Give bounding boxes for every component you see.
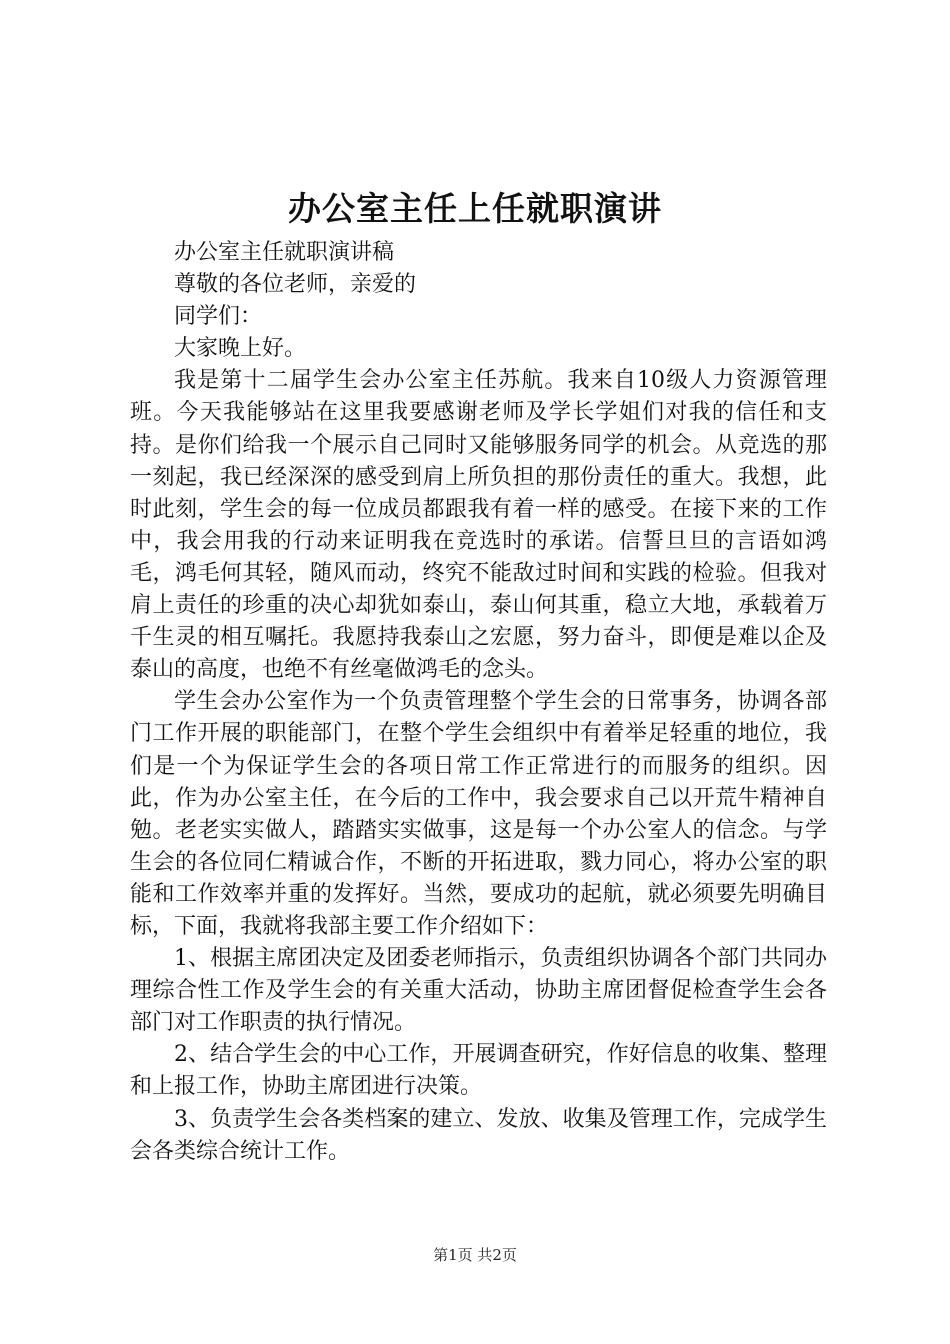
paragraph: 我是第十二届学生会办公室主任苏航。我来自10级人力资源管理班。今天我能够站在这里我要感谢老师及学长学姐们对我的信任和支持。是你们给我一个展示自己同时又能够服务同学的机会。从竞选的那一刻起，我已经深深的感受到肩上所负担的那份责任的重大。我想，此时此刻，学生会的每一位成员都跟我有着一样的感受。在接下来的工作中，我会用我的行动来证明我在竞选时的承诺。信誓旦旦的言语如鸿毛，鸿毛何其轻，随风而动，终究不能敌过时间和实践的检验。但我对肩上责任的珍重的决心却犹如泰山，泰山何其重，稳立大地，承载着万千生灵的相互嘱托。我愿持我泰山之宏愿，努力奋斗，即便是难以企及泰山的高度，也绝不有丝毫做鸿毛的念头。 [130,368,827,683]
document-title: 办公室主任上任就职演讲 [288,189,662,228]
document-body [130,237,827,1168]
paragraph: 尊敬的各位老师，亲爱的 [174,272,417,298]
page-footer: 第1页 共2页 [433,1246,517,1264]
paragraph: 大家晚上好。 [174,336,307,362]
paragraph: 2、结合学生会的中心工作，开展调查研究，作好信息的收集、整理和上报工作，协助主席团进行决策。 [130,1042,827,1100]
paragraph: 3、负责学生会各类档案的建立、发放、收集及管理工作，完成学生会各类综合统计工作。 [130,1106,827,1164]
paragraph: 1、根据主席团决定及团委老师指示，负责组织协调各个部门共同办理综合性工作及学生会的有关重大活动，协助主席团督促检查学生会各部门对工作职责的执行情况。 [130,946,827,1036]
paragraph: 办公室主任就职演讲稿 [174,240,395,265]
paragraph: 学生会办公室作为一个负责管理整个学生会的日常事务，协调各部门工作开展的职能部门，在整个学生会组织中有着举足轻重的地位，我们是一个为保证学生会的各项日常工作正常进行的而服务的组织。因此，作为办公室主任，在今后的工作中，我会要求自己以开荒牛精神自勉。老老实实做人，踏踏实实做事，这是每一个办公室人的信念。与学生会的各位同仁精诚合作，不断的开拓进取，戮力同心，将办公室的职能和工作效率并重的发挥好。当然，要成功的起航，就必须要先明确目标，下面，我就将我部主要工作介绍如下： [130,689,827,939]
paragraph: 同学们： [174,304,263,330]
